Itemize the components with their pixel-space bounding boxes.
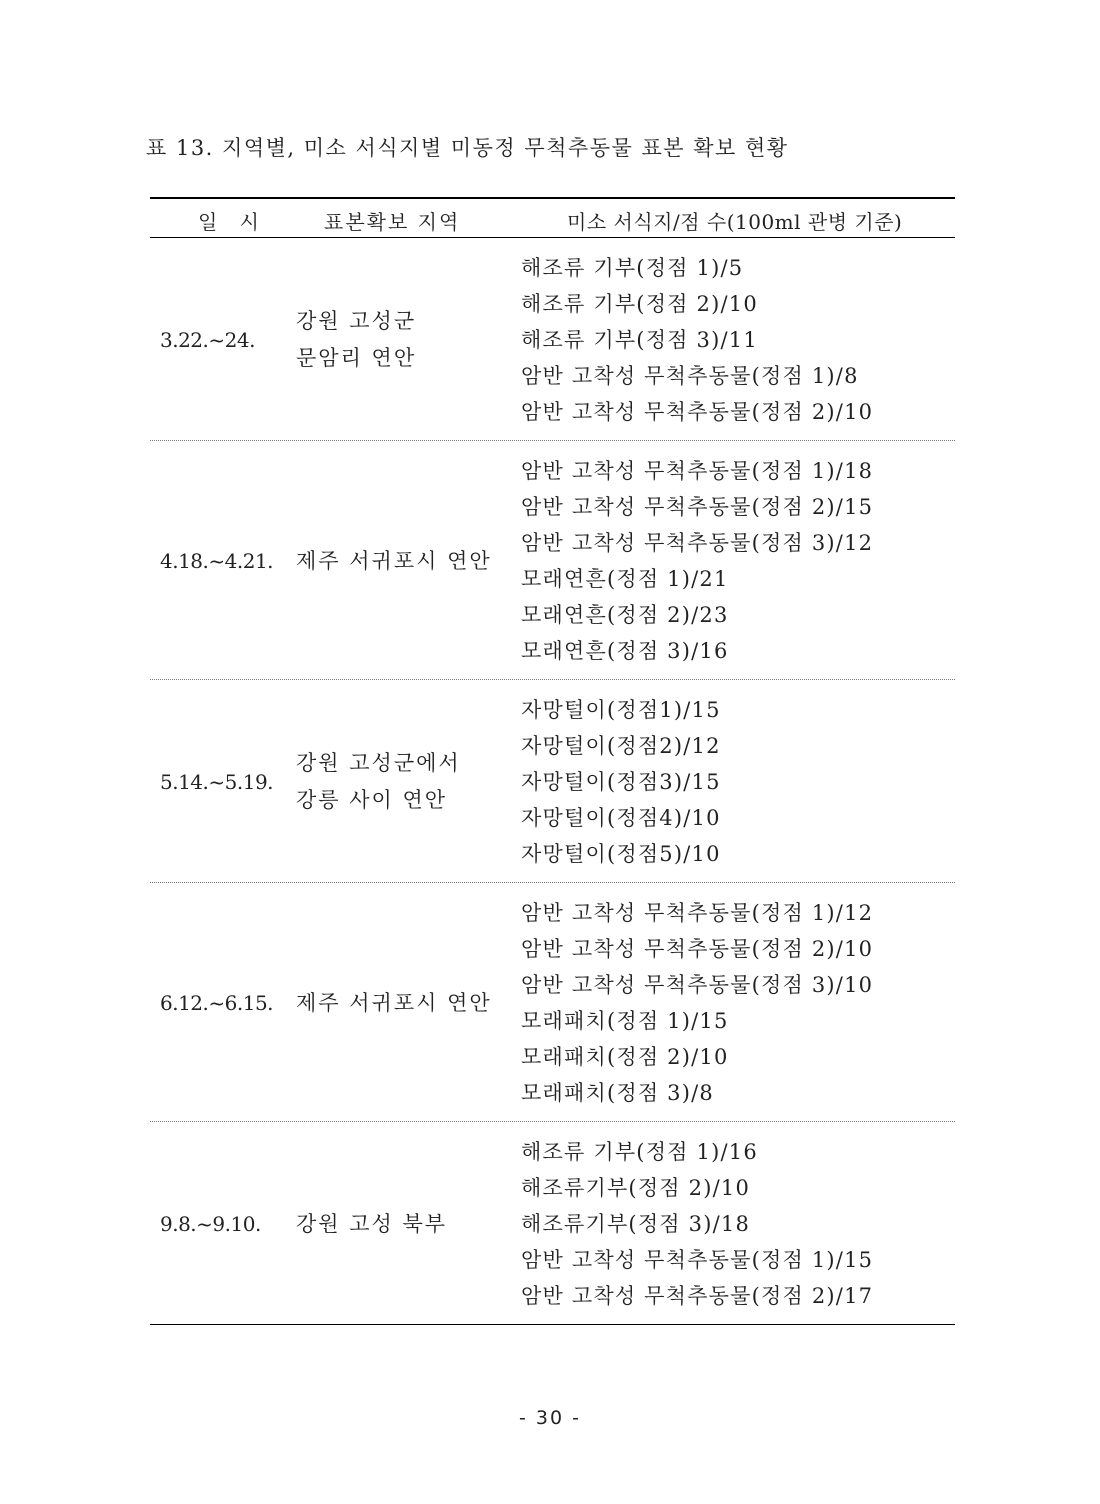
row-habitat-list [521, 453, 873, 669]
row-region-line: 제주 서귀포시 연안 [296, 548, 492, 573]
habitat-item: 모래패치(정점 3)/8 [521, 1081, 714, 1105]
habitat-item: 암반 고착성 무척추동물(정점 1)/15 [521, 1248, 874, 1272]
table-body [150, 238, 955, 1325]
habitat-item: 모래연흔(정점 2)/23 [521, 603, 729, 627]
habitat-item: 자망털이(정점2)/12 [521, 734, 721, 758]
table-row [150, 441, 955, 680]
habitat-item: 암반 고착성 무척추동물(정점 1)/8 [521, 364, 859, 388]
row-region [296, 1206, 447, 1243]
habitat-item: 암반 고착성 무척추동물(정점 1)/12 [521, 901, 874, 925]
habitat-item: 암반 고착성 무척추동물(정점 2)/10 [521, 400, 874, 424]
row-region-line: 문암리 연안 [296, 346, 417, 370]
habitat-item: 암반 고착성 무척추동물(정점 2)/10 [521, 937, 874, 961]
header-region: 표본확보 지역 [324, 210, 461, 234]
habitat-item: 암반 고착성 무척추동물(정점 2)/15 [521, 495, 874, 519]
row-region [296, 303, 416, 377]
row-date: 5.14.~5.19. [160, 770, 274, 794]
page-number: - 30 - [519, 1407, 581, 1429]
habitat-item: 암반 고착성 무척추동물(정점 3)/10 [521, 973, 874, 997]
specimen-table [150, 197, 955, 1325]
habitat-item: 해조류 기부(정점 2)/10 [521, 292, 758, 316]
habitat-item: 자망털이(정점4)/10 [521, 806, 721, 830]
habitat-item: 모래패치(정점 2)/10 [521, 1045, 729, 1069]
row-habitat-list [521, 1134, 873, 1314]
row-date: 3.22.~24. [160, 328, 255, 352]
row-habitat-list [521, 250, 873, 430]
row-date: 4.18.~4.21. [160, 549, 274, 573]
habitat-item: 모래연흔(정점 1)/21 [521, 567, 729, 591]
row-region [296, 745, 461, 819]
habitat-item: 자망털이(정점5)/10 [521, 842, 721, 866]
row-region [296, 543, 492, 580]
row-region [296, 985, 492, 1022]
habitat-item: 모래연흔(정점 3)/16 [521, 639, 729, 663]
habitat-item: 해조류 기부(정점 1)/16 [521, 1140, 758, 1164]
header-habitat: 미소 서식지/점 수(100ml 관병 기준) [567, 210, 903, 234]
table-header-row [150, 197, 955, 238]
row-region-line: 강원 고성군에서 [296, 751, 461, 775]
habitat-item: 해조류 기부(정점 1)/5 [521, 256, 744, 280]
habitat-item: 암반 고착성 무척추동물(정점 2)/17 [521, 1284, 874, 1308]
row-date: 9.8.~9.10. [160, 1212, 261, 1236]
habitat-item: 자망털이(정점3)/15 [521, 770, 721, 794]
row-region-line: 강원 고성 북부 [296, 1211, 448, 1236]
row-region-line: 강원 고성군 [296, 309, 417, 333]
row-habitat-list [521, 692, 721, 872]
habitat-item: 모래패치(정점 1)/15 [521, 1009, 729, 1033]
habitat-item: 암반 고착성 무척추동물(정점 3)/12 [521, 531, 874, 555]
row-habitat-list [521, 895, 873, 1111]
table-row [150, 1122, 955, 1325]
table-row [150, 238, 955, 441]
table-caption: 표 13. 지역별, 미소 서식지별 미동정 무척추동물 표본 확보 현황 [146, 136, 789, 160]
table-row [150, 883, 955, 1122]
row-region-line: 강릉 사이 연안 [296, 788, 448, 812]
habitat-item: 해조류기부(정점 3)/18 [521, 1212, 751, 1236]
habitat-item: 해조류 기부(정점 3)/11 [521, 328, 758, 352]
header-date: 일 시 [198, 210, 267, 234]
row-region-line: 제주 서귀포시 연안 [296, 990, 492, 1015]
habitat-item: 해조류기부(정점 2)/10 [521, 1176, 751, 1200]
row-date: 6.12.~6.15. [160, 991, 274, 1015]
habitat-item: 자망털이(정점1)/15 [521, 698, 721, 722]
table-row [150, 680, 955, 883]
habitat-item: 암반 고착성 무척추동물(정점 1)/18 [521, 459, 874, 483]
